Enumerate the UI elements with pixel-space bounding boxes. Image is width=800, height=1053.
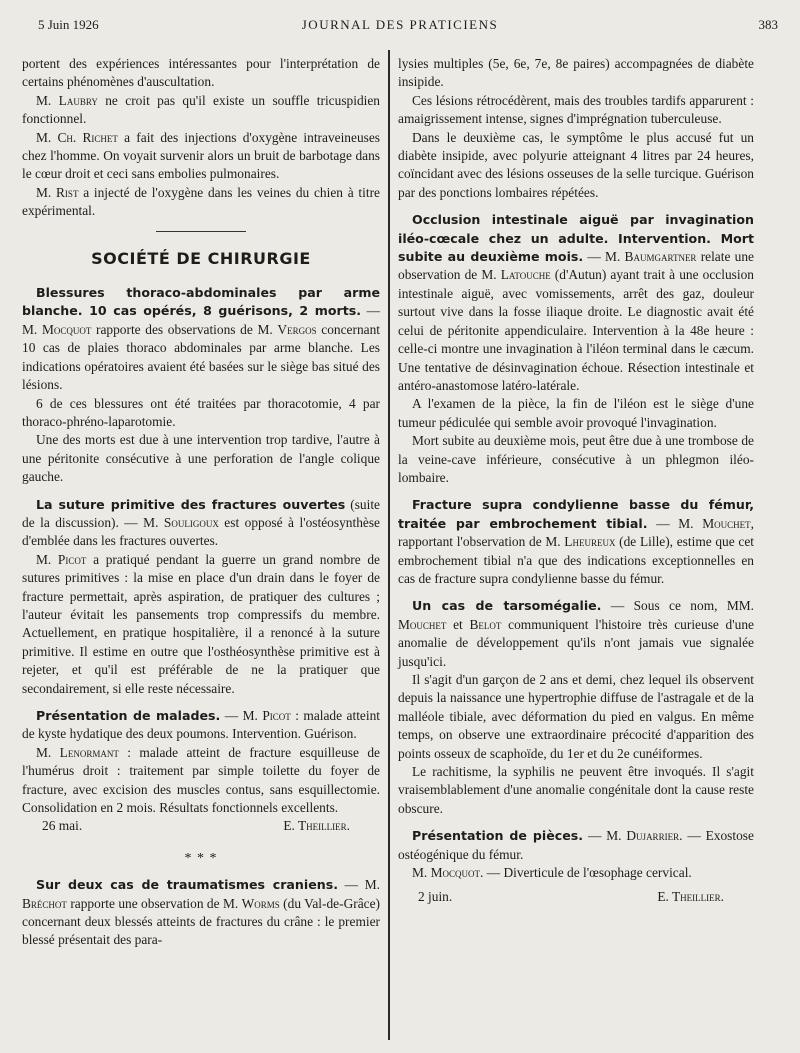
paragraph: M. Mocquot. — Diverticule de l'œsophage cervical. [412, 865, 692, 881]
paragraph: Occlusion intestinale aiguë par invagination iléo-cœcale chez un adulte. Intervention. Mort subite au deuxième mois. — M. Baumgartner relate une observation de M. Latouche (d'Autun) ayant trait à une occlusion intestinale aiguë, avec vomissements, arrêt des gaz, douleur surtout vive dans la fosse iliaque droite. Le diagnostic avait été celui de péritonite appendiculaire. Intervention à la 48e heure : celle-ci montre une invagination à l'iléon terminal dans le cæcum. Une tentative de désinvagination échoue. Résection intestinale et antéro-anastomose latéro-latérale. [398, 212, 754, 393]
paragraph: Blessures thoraco-abdominales par arme blanche. 10 cas opérés, 8 guérisons, 2 morts. — M. Mocquot rapporte des observations de M. Vergos concernant 10 cas de plaies thoraco abdominales par arme blanche. Les indications opératoires avaient été basées sur le siège bas situé des lésions. [22, 285, 380, 393]
paragraph: Il s'agit d'un garçon de 2 ans et demi, chez lequel ils observent depuis la naissance une hypertrophie diffuse de l'astragale et de la malléole tibiale, avec déformation du pied en valgus. En même temps, on observe une extraordinaire précocité d'apparition des points osseux de scaphoïde, du 1er et du 2e cunéiformes. [398, 672, 754, 761]
signature-date: 2 juin. [418, 889, 453, 905]
issue-date: 5 Juin 1926 [38, 17, 99, 32]
paragraph: Présentation de pièces. — M. Dujarrier. — Exostose ostéogénique du fémur. [398, 828, 754, 862]
paragraph: Le rachitisme, la syphilis ne peuvent être invoqués. Il s'agit vraisemblablement d'une anomalie congénitale dont la cause reste obscure. [398, 764, 754, 816]
journal-title: JOURNAL DES PRATICIENS [301, 17, 499, 32]
column-divider [388, 50, 390, 1040]
section-rule [156, 231, 246, 232]
paragraph: lysies multiples (5e, 6e, 7e, 8e paires) accompagnées de diabète insipide. [398, 56, 754, 90]
paragraph: La suture primitive des fractures ouvertes (suite de la discussion). — M. Souligoux est opposé à l'ostéosynthèse d'emblée dans les fractures ouvertes. [22, 496, 380, 549]
left-column [22, 55, 380, 950]
signature-name: E. Theillier. [657, 889, 724, 905]
signature-date: 26 mai. [42, 818, 83, 834]
paragraph: Présentation de malades. — M. Picot : malade atteint de kyste hydatique des deux poumons. Intervention. Guérison. [22, 708, 380, 742]
signature [398, 888, 754, 906]
paragraph: M. Rist a injecté de l'oxygène dans les veines du chien à titre expérimental. [22, 184, 380, 219]
signature [22, 817, 380, 835]
separator-stars: * * * [184, 850, 218, 866]
paragraph: A l'examen de la pièce, la fin de l'iléon est le siège d'une tumeur pédiculée qui semble avoir provoqué l'invagination. [398, 396, 754, 430]
paragraph: M. Picot a pratiqué pendant la guerre un grand nombre de sutures primitives : la mise en place d'un drain dans le foyer de fracture permettait, après aspiration, de pratiquer des cultures ; l'auteur évitait les pansements trop compressifs du membre. Actuellement, en pratique hospitalière, il a renoncé à la suture primitive. Il estime en outre que l'osthéosynthèse primitive est à rejeter, et qu'il est préférable de ne la pratiquer que secondairement, si elle reste nécessaire. [22, 551, 381, 696]
paragraph: Fracture supra condylienne basse du fémur, traitée par embrochement tibial. — M. Mouchet, rapportant l'observation de M. Lheureux (de Lille), estime que cet embrochement tibial n'a que des indications exceptionnelles en cas de fracture supra condylienne basse du fémur. [398, 497, 754, 586]
paragraph: Une des morts est due à une intervention trop tardive, l'autre à une péritonite consécutive à une perforation de l'angle colique gauche. [22, 432, 380, 485]
paragraph: Dans le deuxième cas, le symptôme le plus accusé fut un diabète insipide, avec polyurie atteignant 4 litres par 24 heures, coïncidant avec des lésions osseuses de la selle turcique. Guérison par des ponctions lombaires répétées. [398, 129, 754, 200]
paragraph: M. Ch. Richet a fait des injections d'oxygène intraveineuses chez l'homme. On voyait survenir alors un bruit de barbotage dans le cœur droit et ceci sans embolies pulmonaires. [22, 129, 381, 182]
paragraph: M. Laubry ne croit pas qu'il existe un souffle tricuspidien fonctionnel. [22, 92, 381, 127]
section-heading: SOCIÉTÉ DE CHIRURGIE [91, 248, 311, 268]
paragraph: M. Lenormant : malade atteint de fracture esquilleuse de l'humérus droit : traitement par simple toilette du foyer de fracture, avec excision des muscles contus, sans esquillectomie. Consolidation en 2 mois. Résultats fonctionnels excellents. [22, 744, 381, 816]
page-number: 383 [758, 17, 778, 32]
paragraph: portent des expériences intéressantes pour l'interprétation de certains phénomènes d'auscultation. [22, 56, 380, 90]
page-header [0, 0, 800, 40]
paragraph: 6 de ces blessures ont été traitées par thoracotomie, 4 par thoraco-phréno-laparotomie. [22, 395, 380, 429]
signature-name: E. Theillier. [283, 818, 350, 834]
paragraph: Mort subite au deuxième mois, peut être due à une trombose de la veine-cave inférieure, consécutive à un phlegmon iléo-lombaire. [398, 433, 754, 485]
paragraph: Un cas de tarsomégalie. — Sous ce nom, MM. Mouchet et Belot communiquent l'histoire très curieuse d'une anomalie de développement qu'ils n'ont jamais vue signalée jusqu'ici. [398, 598, 755, 669]
right-column [398, 55, 754, 907]
paragraph: Sur deux cas de traumatismes craniens. — M. Bréchot rapporte une observation de M. Worms (du Val-de-Grâce) concernant deux blessés atteints de fractures du crâne : le premier blessé présentait des para- [22, 877, 381, 948]
paragraph: Ces lésions rétrocédèrent, mais des troubles tardifs apparurent : amaigrissement intense, signes d'imprégnation tuberculeuse. [398, 92, 754, 127]
